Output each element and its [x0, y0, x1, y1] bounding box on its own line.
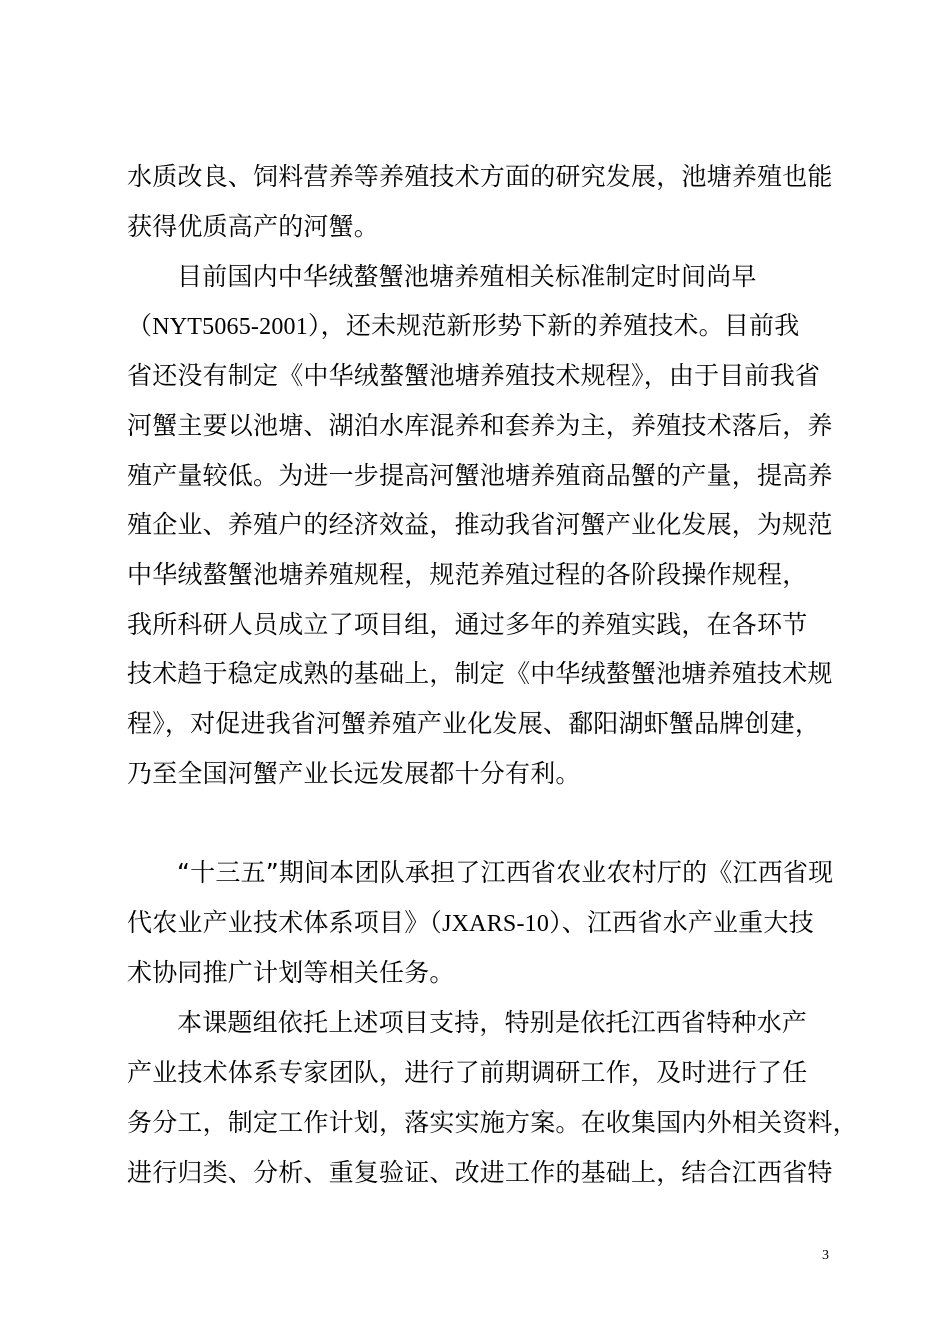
paragraph-4-line-1: 本课题组依托上述项目支持，特别是依托江西省特种水产: [177, 1008, 808, 1037]
paragraph-2-line-10: 程》，对促进我省河蟹养殖产业化发展、鄱阳湖虾蟹品牌创建，: [127, 709, 821, 738]
paragraph-3-line-3: 术协同推广计划等相关任务。: [127, 958, 455, 987]
section-heading: [177, 807, 887, 839]
paragraph-2-line-5: 殖产量较低。为进一步提高河蟹池塘养殖商品蟹的产量，提高养: [127, 461, 833, 490]
project-code: JXARS-10: [442, 911, 550, 937]
paragraph-2-line-9: 技术趋于稳定成熟的基础上，制定《中华绒螯蟹池塘养殖技术规: [127, 659, 833, 688]
paragraph-3-line-2: [127, 907, 837, 939]
paragraph-2-line-3: 省还没有制定《中华绒螯蟹池塘养殖技术规程》，由于目前我省: [127, 361, 821, 390]
paragraph-4-line-4: 进行归类、分析、重复验证、改进工作的基础上，结合江西省特: [127, 1158, 833, 1187]
paragraph-2-line-7: 中华绒螯蟹池塘养殖规程，规范养殖过程的各阶段操作规程，: [127, 560, 808, 589]
paragraph-2-line-2: [127, 310, 837, 342]
paragraph-2-line-1: 目前国内中华绒螯蟹池塘养殖相关标准制定时间尚早: [177, 262, 757, 291]
page-number: 3: [822, 1248, 829, 1263]
standard-code: NYT5065-2001: [152, 314, 308, 340]
paragraph-3-line-1: “十三五”期间本团队承担了江西省农业农村厅的《江西省现: [177, 858, 834, 887]
paragraph-2-line-2-open: （: [127, 311, 153, 340]
paragraph-3-line-2-start: 代农业产业技术体系项目》（: [127, 908, 443, 937]
paragraph-4-line-2: 产业技术体系专家团队，进行了前期调研工作，及时进行了任: [127, 1058, 808, 1087]
paragraph-3-line-2-rest: ）、江西省水产业重大技: [549, 908, 814, 937]
paragraph-1-line-1: 水质改良、饲料营养等养殖技术方面的研究发展，池塘养殖也能: [127, 162, 833, 191]
paragraph-2-line-11: 乃至全国河蟹产业长远发展都十分有利。: [127, 759, 581, 788]
paragraph-2-line-8: 我所科研人员成立了项目组，通过多年的养殖实践，在各环节: [127, 610, 808, 639]
paragraph-2-line-4: 河蟹主要以池塘、湖泊水库混养和套养为主，养殖技术落后，养: [127, 411, 833, 440]
paragraph-4-line-3: 务分工，制定工作计划，落实实施方案。在收集国内外相关资料，: [127, 1108, 858, 1137]
paragraph-2-line-2-rest: ），还未规范新形势下新的养殖技术。目前我: [307, 311, 800, 340]
paragraph-1-line-2: 获得优质高产的河蟹。: [127, 212, 380, 241]
paragraph-2-line-6: 殖企业、养殖户的经济效益，推动我省河蟹产业化发展，为规范: [127, 510, 833, 539]
